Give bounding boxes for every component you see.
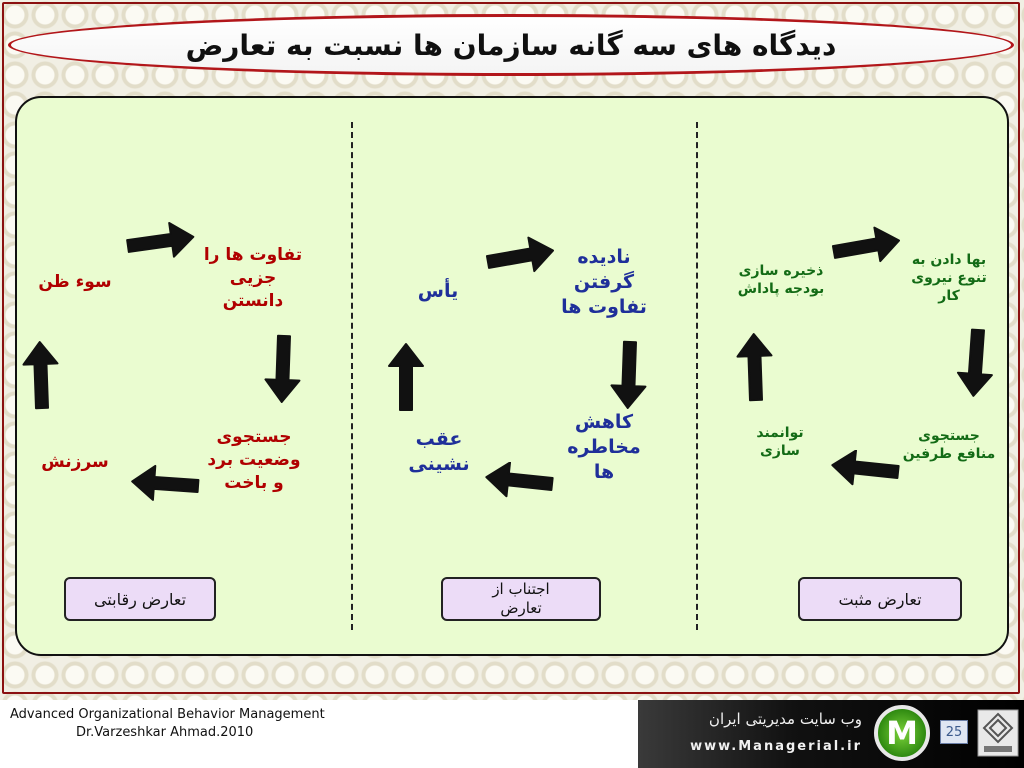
site-name: وب سایت مدیریتی ایران [708, 710, 862, 728]
column-divider-right [696, 122, 698, 630]
content-panel [15, 96, 1009, 656]
page-number: 25 [940, 720, 968, 744]
arrow-left-icon [476, 462, 560, 512]
competitive-top-right-label: تفاوت ها را جزیی دانستن [203, 245, 303, 311]
positive-top-right-label: بها دادن به تنوع نیروی کار [911, 252, 987, 304]
arrow-left-icon [822, 450, 906, 500]
positive-top-left-label: ذخیره سازی بودجه پاداش [737, 263, 825, 297]
arrow-up-icon [16, 332, 66, 414]
positive-bottom-right-label: جستجوی منافع طرفین [902, 428, 996, 462]
managerial-logo-icon: M [874, 705, 930, 761]
footer-credits [10, 706, 325, 742]
competitive-bottom-left-label: سرزنش [41, 452, 109, 472]
university-emblem-icon [976, 708, 1020, 764]
avoidance-bottom-left-label: عقب نشینی [408, 428, 470, 475]
avoidance-top-left-label: یأس [417, 280, 459, 302]
arrow-down-icon [606, 336, 656, 416]
avoidance-bottom-right-label: کاهش مخاطره ها [567, 411, 641, 483]
avoidance-top-right-label: نادیده گرفتن تفاوت ها [561, 246, 647, 318]
arrow-left-icon [118, 460, 208, 510]
arrow-up-icon [730, 324, 780, 406]
site-url[interactable]: www.Managerial.ir [690, 739, 862, 754]
course-title: Advanced Organizational Behavior Management [10, 707, 325, 722]
arrow-right-icon [826, 224, 910, 274]
arrow-down-icon [954, 324, 1004, 404]
positive-conflict-box: تعارض مثبت [798, 577, 962, 621]
author-line: Dr.Varzeshkar Ahmad.2010 [76, 725, 254, 740]
arrow-right-icon [118, 222, 208, 272]
title-banner [8, 14, 1014, 76]
avoidance-conflict-box: اجتناب از تعارض [441, 577, 601, 621]
competitive-conflict-box: تعارض رقابتی [64, 577, 216, 621]
positive-bottom-left-label: توانمند سازی [756, 425, 804, 459]
competitive-top-left-label: سوء ظن [38, 272, 112, 292]
arrow-right-icon [480, 236, 564, 286]
competitive-bottom-right-label: جستجوی وضعیت برد و باخت [207, 427, 301, 493]
arrow-down-icon [258, 330, 308, 410]
arrow-up-icon [382, 334, 432, 416]
slide-title: دیدگاه های سه گانه سازمان ها نسبت به تعارض [185, 28, 837, 62]
column-divider-left [351, 122, 353, 630]
